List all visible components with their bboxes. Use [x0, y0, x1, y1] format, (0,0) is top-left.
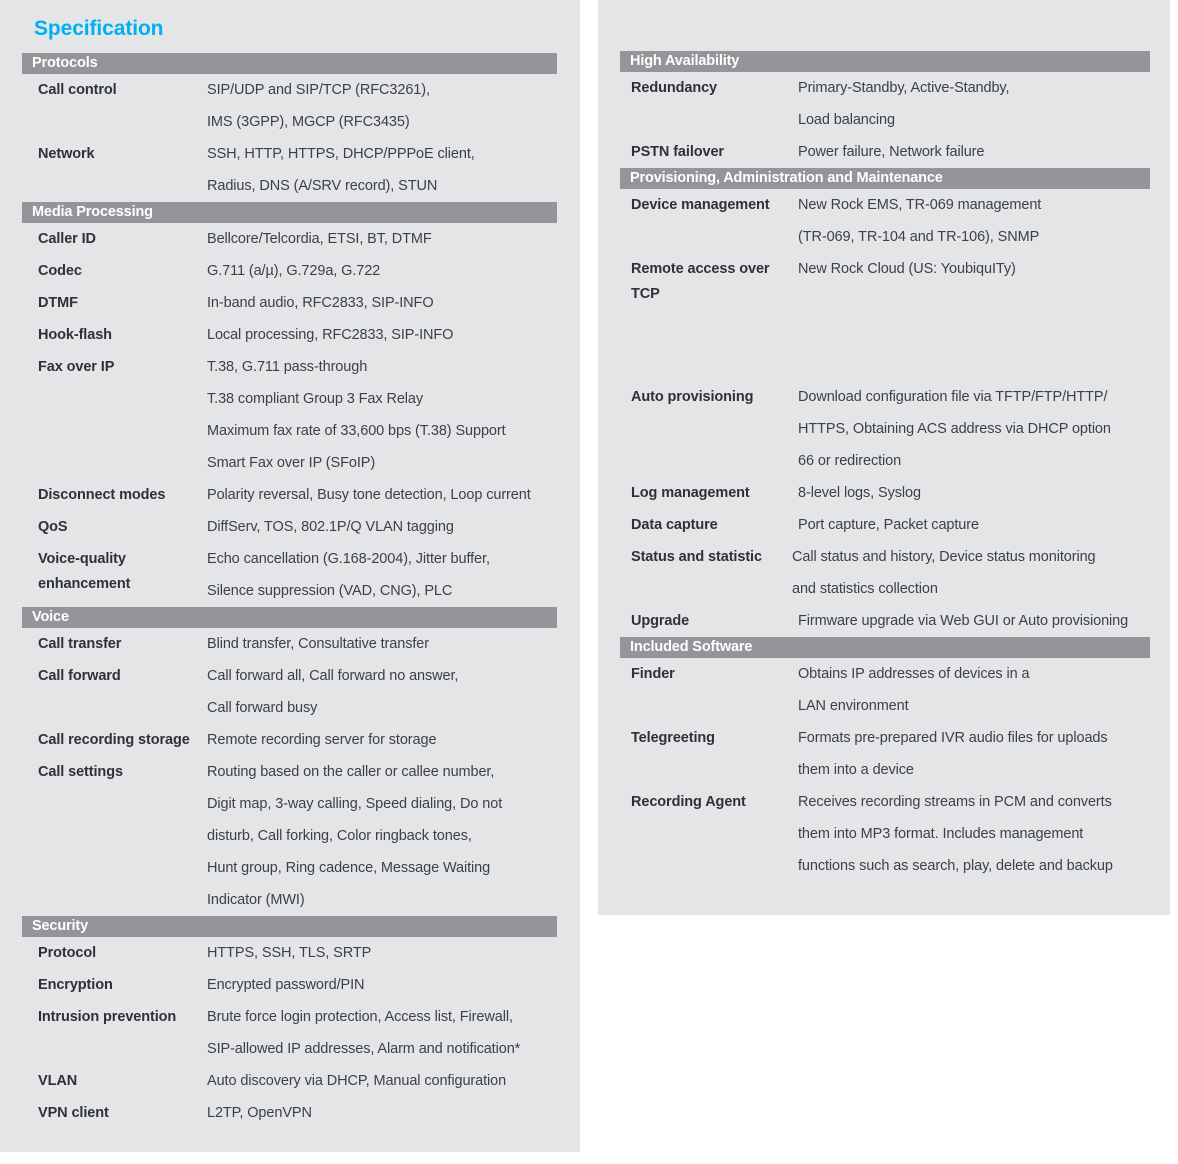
spec-label: Remote access over TCP: [631, 261, 770, 302]
spec-label: Recording Agent: [631, 794, 746, 810]
spec-label: VLAN: [38, 1073, 78, 1089]
spec-value: [207, 1065, 557, 1097]
spec-value-line: Local processing, RFC2833, SIP-INFO: [207, 327, 454, 343]
spec-value-line: Bellcore/Telcordia, ETSI, BT, DTMF: [207, 231, 432, 247]
spec-value-line: Obtains IP addresses of devices in a: [798, 666, 1030, 682]
spec-row: [22, 255, 557, 287]
spec-label: Encryption: [38, 977, 113, 993]
spec-label: PSTN failover: [631, 144, 724, 160]
spec-value: [798, 253, 1150, 285]
spec-value-line: Smart Fax over IP (SFoIP): [207, 455, 376, 471]
spec-value: [207, 223, 557, 255]
spec-value-line: Receives recording streams in PCM and converts: [798, 794, 1112, 810]
spec-row: [620, 136, 1150, 168]
spec-value-line: Load balancing: [798, 112, 895, 128]
spec-row: [620, 253, 1150, 307]
spec-label: Data capture: [631, 517, 718, 533]
spec-row: [22, 1065, 557, 1097]
spec-row: [22, 287, 557, 319]
spec-value-line: Download configuration file via TFTP/FTP/HTTP/: [798, 389, 1108, 405]
spec-value: [798, 189, 1150, 253]
spec-row: [22, 628, 557, 660]
spec-value: [207, 937, 557, 969]
spec-value: [207, 628, 557, 660]
spec-value-line: Call status and history, Device status monitoring: [792, 549, 1096, 565]
spec-value-line: Brute force login protection, Access list, Firewall,: [207, 1009, 513, 1025]
spec-row: [22, 511, 557, 543]
spec-label: Call forward: [38, 668, 121, 684]
spec-value-line: SSH, HTTP, HTTPS, DHCP/PPPoE client,: [207, 146, 475, 162]
spec-value-line: Radius, DNS (A/SRV record), STUN: [207, 178, 438, 194]
spec-value-line: 8-level logs, Syslog: [798, 485, 921, 501]
spec-label: Auto provisioning: [631, 389, 754, 405]
spec-value: [798, 658, 1150, 722]
spec-value-line: Call forward busy: [207, 700, 318, 716]
spec-row: [620, 541, 1150, 605]
section-header-voice: Voice: [22, 607, 557, 628]
spec-value-line: HTTPS, SSH, TLS, SRTP: [207, 945, 372, 961]
spec-label: Fax over IP: [38, 359, 115, 375]
spec-value: [207, 724, 557, 756]
section-header-media-processing: Media Processing: [22, 202, 557, 223]
spec-label: Hook-flash: [38, 327, 112, 343]
spec-value-line: LAN environment: [798, 698, 909, 714]
page-title: Specification: [34, 17, 164, 40]
spec-label: DTMF: [38, 295, 78, 311]
spec-label: Finder: [631, 666, 675, 682]
spec-value: [798, 136, 1150, 168]
spec-value: [207, 511, 557, 543]
spec-row: [22, 138, 557, 202]
spec-value: [798, 509, 1150, 541]
spec-value-line: Auto discovery via DHCP, Manual configuration: [207, 1073, 507, 1089]
spec-row: [620, 509, 1150, 541]
section-header-included-software: Included Software: [620, 637, 1150, 658]
spec-row: [620, 72, 1150, 136]
spec-value: [207, 74, 557, 138]
spec-value-line: L2TP, OpenVPN: [207, 1105, 312, 1121]
spec-label: Codec: [38, 263, 82, 279]
spec-row: [22, 756, 557, 916]
spec-value-line: them into a device: [798, 762, 914, 778]
spec-value-line: SIP-allowed IP addresses, Alarm and notification*: [207, 1041, 521, 1057]
spec-row: [22, 319, 557, 351]
spec-label: Redundancy: [631, 80, 718, 96]
spec-value: [207, 479, 557, 511]
spec-row: [22, 969, 557, 1001]
spec-value: [798, 722, 1150, 786]
spec-value: [207, 287, 557, 319]
spec-value: [207, 543, 557, 607]
spec-row: [22, 660, 557, 724]
spec-value-line: Call forward all, Call forward no answer,: [207, 668, 459, 684]
spec-row: [620, 477, 1150, 509]
spec-label: QoS: [38, 519, 68, 535]
spec-value: [792, 541, 1150, 605]
spec-label: Network: [38, 146, 95, 162]
spec-value-line: In-band audio, RFC2833, SIP-INFO: [207, 295, 434, 311]
spec-value-line: and statistics collection: [792, 581, 938, 597]
spec-label: Call settings: [38, 764, 123, 780]
spec-label: Voice-quality enhancement: [38, 551, 131, 592]
spec-label: Call transfer: [38, 636, 122, 652]
vertical-spacer: [620, 307, 1150, 381]
spec-value: [207, 255, 557, 287]
spec-row: [22, 479, 557, 511]
spec-value-line: Indicator (MWI): [207, 892, 305, 908]
spec-value-line: Power failure, Network failure: [798, 144, 985, 160]
spec-value-line: IMS (3GPP), MGCP (RFC3435): [207, 114, 410, 130]
left-column-content: [22, 53, 557, 1129]
spec-value-line: SIP/UDP and SIP/TCP (RFC3261),: [207, 82, 430, 98]
spec-row: [22, 1097, 557, 1129]
spec-value-line: T.38, G.711 pass-through: [207, 359, 368, 375]
spec-row: [22, 351, 557, 479]
section-header-high-availability: High Availability: [620, 51, 1150, 72]
section-header-protocols: Protocols: [22, 53, 557, 74]
spec-value-line: (TR-069, TR-104 and TR-106), SNMP: [798, 229, 1040, 245]
spec-value-line: DiffServ, TOS, 802.1P/Q VLAN tagging: [207, 519, 454, 535]
spec-row: [620, 658, 1150, 722]
spec-label: Device management: [631, 197, 770, 213]
spec-value: [207, 969, 557, 1001]
spec-row: [22, 74, 557, 138]
spec-value-line: disturb, Call forking, Color ringback tones,: [207, 828, 472, 844]
spec-value: [798, 477, 1150, 509]
spec-label: Call recording storage: [38, 732, 190, 748]
spec-value-line: Encrypted password/PIN: [207, 977, 365, 993]
spec-value-line: Echo cancellation (G.168-2004), Jitter buffer,: [207, 551, 490, 567]
section-header-provisioning-administration-and-maintenance: Provisioning, Administration and Maintenance: [620, 168, 1150, 189]
spec-value-line: HTTPS, Obtaining ACS address via DHCP option: [798, 421, 1111, 437]
spec-value-line: T.38 compliant Group 3 Fax Relay: [207, 391, 424, 407]
spec-label: Protocol: [38, 945, 97, 961]
spec-label: Intrusion prevention: [38, 1009, 177, 1025]
spec-value-line: G.711 (a/µ), G.729a, G.722: [207, 263, 381, 279]
spec-value: [207, 319, 557, 351]
spec-value-line: Hunt group, Ring cadence, Message Waiting: [207, 860, 491, 876]
spec-label: Call control: [38, 82, 117, 98]
spec-row: [620, 722, 1150, 786]
spec-value-line: 66 or redirection: [798, 453, 902, 469]
spec-value-line: them into MP3 format. Includes management: [798, 826, 1084, 842]
spec-value-line: New Rock EMS, TR-069 management: [798, 197, 1042, 213]
section-header-security: Security: [22, 916, 557, 937]
spec-value: [798, 786, 1150, 882]
spec-value: [207, 1001, 557, 1065]
spec-label: VPN client: [38, 1105, 109, 1121]
spec-label: Telegreeting: [631, 730, 715, 746]
spec-value-line: Silence suppression (VAD, CNG), PLC: [207, 583, 453, 599]
spec-value: [207, 138, 557, 202]
spec-value-line: functions such as search, play, delete and backup: [798, 858, 1113, 874]
spec-value-line: Port capture, Packet capture: [798, 517, 979, 533]
spec-value-line: Blind transfer, Consultative transfer: [207, 636, 429, 652]
spec-label: Upgrade: [631, 613, 690, 629]
spec-label: Caller ID: [38, 231, 96, 247]
spec-value: [798, 72, 1150, 136]
spec-value-line: Polarity reversal, Busy tone detection, Loop current: [207, 487, 531, 503]
spec-value-line: Digit map, 3-way calling, Speed dialing, Do not: [207, 796, 503, 812]
spec-value-line: New Rock Cloud (US: YoubiquITy): [798, 261, 1016, 277]
spec-value-line: Primary-Standby, Active-Standby,: [798, 80, 1010, 96]
spec-row: [22, 937, 557, 969]
spec-value-line: Routing based on the caller or callee number,: [207, 764, 495, 780]
spec-value: [207, 756, 557, 916]
spec-value: [798, 381, 1150, 477]
spec-row: [22, 1001, 557, 1065]
spec-value-line: Firmware upgrade via Web GUI or Auto provisioning: [798, 613, 1129, 629]
spec-value: [207, 1097, 557, 1129]
spec-label: Status and statistic: [631, 549, 762, 565]
spec-value-line: Remote recording server for storage: [207, 732, 437, 748]
spec-row: [620, 786, 1150, 882]
right-column-content: [620, 51, 1150, 882]
spec-row: [620, 605, 1150, 637]
spec-row: [22, 724, 557, 756]
spec-label: Log management: [631, 485, 750, 501]
spec-value: [207, 351, 557, 479]
spec-row: [22, 543, 557, 607]
spec-value: [798, 605, 1150, 637]
spec-row: [620, 189, 1150, 253]
spec-value-line: Formats pre-prepared IVR audio files for uploads: [798, 730, 1108, 746]
spec-value-line: Maximum fax rate of 33,600 bps (T.38) Support: [207, 423, 506, 439]
spec-label: Disconnect modes: [38, 487, 166, 503]
spec-row: [620, 381, 1150, 477]
spec-row: [22, 223, 557, 255]
spec-value: [207, 660, 557, 724]
